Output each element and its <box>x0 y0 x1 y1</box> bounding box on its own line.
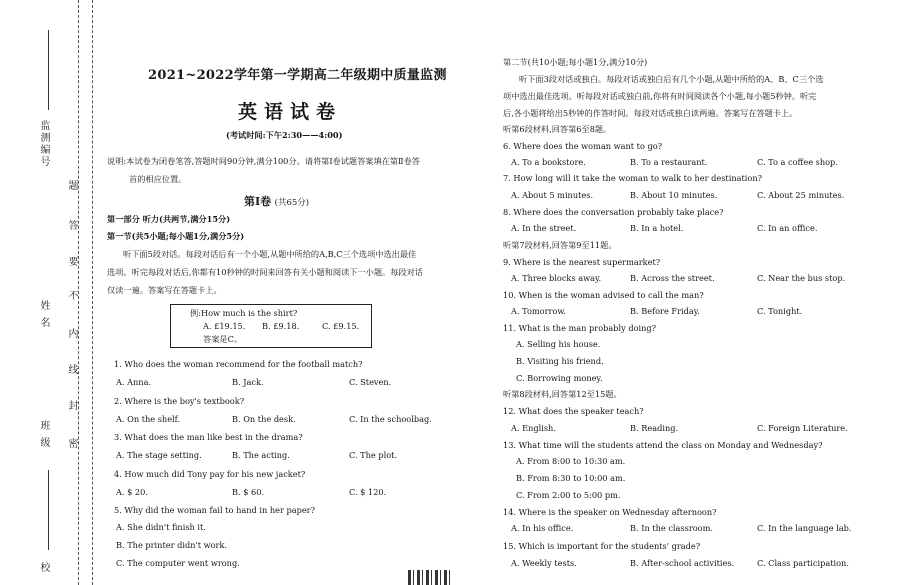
question-9: 9. Where is the nearest supermarket? <box>503 257 661 267</box>
section1-heading: 第一节(共5小题;每小题1分,满分5分) <box>107 231 245 241</box>
question-4: 4. How much did Tony pay for his new jacket? <box>114 469 306 479</box>
volume-title: 第Ⅰ卷 <box>244 195 272 208</box>
seal-char-5: 内 <box>66 328 77 340</box>
listen-8-heading: 听第8段材料,回答第12至15题。 <box>503 389 622 399</box>
q14-option-c: C. In the language lab. <box>757 523 852 533</box>
question-13: 13. What time will the students attend the class on Monday and Wednesday? <box>503 440 823 450</box>
question-14: 14. Where is the speaker on Wednesday afternoon? <box>503 507 717 517</box>
seal-char-1: 题 <box>66 180 77 192</box>
q1-option-a: A. Anna. <box>116 377 152 387</box>
class-fill-line <box>48 470 49 550</box>
volume-heading <box>244 193 309 209</box>
q10-option-b: B. Before Friday. <box>630 306 700 316</box>
name-label: 姓 名 <box>38 300 49 330</box>
q8-option-c: C. In an office. <box>757 223 818 233</box>
q13-option-a: A. From 8:00 to 10:30 am. <box>516 456 626 466</box>
q2-option-c: C. In the schoolbag. <box>349 414 432 424</box>
question-11: 11. What is the man probably doing? <box>503 323 657 333</box>
seal-char-3: 要 <box>66 256 77 268</box>
section2-directions-2: 项中选出最佳选项。听每段对话或独白前,你将有时间阅读各个小题,每小题5秒钟。听完 <box>503 91 817 101</box>
exam-time: (考试时间:下午2:30——4:00) <box>226 130 343 140</box>
q1-option-b: B. Jack. <box>232 377 264 387</box>
name-fill-line <box>48 30 49 110</box>
question-1: 1. Who does the woman recommend for the football match? <box>114 359 363 369</box>
question-10: 10. When is the woman advised to call the man? <box>503 290 704 300</box>
q9-option-a: A. Three blocks away. <box>511 273 602 283</box>
q7-option-b: B. About 10 minutes. <box>630 190 718 200</box>
part1-heading: 第一部分 听力(共两节,满分15分) <box>107 214 231 224</box>
exam-title: 2021~2022学年第一学期高二年级期中质量监测 <box>148 68 447 83</box>
q14-option-a: A. In his office. <box>511 523 574 533</box>
q5-option-b: B. The printer didn't work. <box>116 540 228 550</box>
q10-option-c: C. Tonight. <box>757 306 803 316</box>
q6-option-b: B. To a restaurant. <box>630 157 708 167</box>
q5-option-a: A. She didn't finish it. <box>116 522 206 532</box>
q8-option-a: A. In the street. <box>511 223 577 233</box>
q11-option-b: B. Visiting his friend. <box>516 356 604 366</box>
q15-option-a: A. Weekly tests. <box>511 558 577 568</box>
subject-title: 英语试卷 <box>238 101 343 123</box>
instructions-line-2: 首的相应位置。 <box>129 174 187 184</box>
seal-char-8: 密 <box>66 438 77 450</box>
listen-6-heading: 听第6段材料,回答第6至8题。 <box>503 124 612 134</box>
example-option-c: C. £9.15. <box>322 321 360 331</box>
q12-option-b: B. Reading. <box>630 423 679 433</box>
jiance-label: 监测编号 <box>38 120 49 168</box>
q13-option-b: B. From 8:30 to 10:00 am. <box>516 473 626 483</box>
directions-line-1: 听下面5段对话。每段对话后有一个小题,从题中所给的A,B,C三个选项中选出最佳 <box>123 249 417 259</box>
q2-option-b: B. On the desk. <box>232 414 296 424</box>
example-option-a: A. £19.15. <box>203 321 246 331</box>
seal-char-4: 不 <box>66 290 77 302</box>
q5-option-c: C. The computer went wrong. <box>116 558 240 568</box>
example-option-b: B. £9.18. <box>262 321 300 331</box>
q7-option-a: A. About 5 minutes. <box>511 190 594 200</box>
question-7: 7. How long will it take the woman to walk to her destination? <box>503 173 762 183</box>
seal-char-6: 线 <box>66 364 77 376</box>
qr-code-icon <box>408 570 452 585</box>
q13-option-c: C. From 2:00 to 5:00 pm. <box>516 490 621 500</box>
question-8: 8. Where does the conversation probably take place? <box>503 207 724 217</box>
question-5: 5. Why did the woman fail to hand in her paper? <box>114 505 315 515</box>
q9-option-b: B. Across the street. <box>630 273 715 283</box>
listen-7-heading: 听第7段材料,回答第9至11题。 <box>503 240 617 250</box>
q3-option-b: B. The acting. <box>232 450 290 460</box>
section2-heading: 第二节(共10小题;每小题1分,满分10分) <box>503 57 648 67</box>
q15-option-c: C. Class participation. <box>757 558 849 568</box>
seal-char-7: 封 <box>66 400 77 412</box>
question-12: 12. What does the speaker teach? <box>503 406 644 416</box>
q8-option-b: B. In a hotel. <box>630 223 684 233</box>
question-15: 15. Which is important for the students' grade? <box>503 541 701 551</box>
q6-option-a: A. To a bookstore. <box>511 157 586 167</box>
q11-option-a: A. Selling his house. <box>516 339 601 349</box>
volume-score: (共65分) <box>274 198 310 208</box>
example-answer: 答案是C。 <box>203 334 243 344</box>
q10-option-a: A. Tomorrow. <box>511 306 566 316</box>
q3-option-c: C. The plot. <box>349 450 398 460</box>
class-label: 班 级 <box>38 420 49 450</box>
q7-option-c: C. About 25 minutes. <box>757 190 845 200</box>
seal-char-2: 答 <box>66 220 77 232</box>
q9-option-c: C. Near the bus stop. <box>757 273 846 283</box>
instructions-line-1: 说明:本试卷为闭卷笔答,答题时间90分钟,满分100分。请将第Ⅰ卷试题答案填在第Ⅱ卷答 <box>107 156 420 166</box>
q14-option-b: B. In the classroom. <box>630 523 713 533</box>
section2-directions-1: 听下面3段对话或独白。每段对话或独白后有几个小题,从题中所给的A、B、C三个选 <box>519 74 824 84</box>
section2-directions-3: 后,各小题将给出5秒钟的作答时间。每段对话或独白读两遍。答案写在答题卡上。 <box>503 108 798 118</box>
directions-line-3: 仅读一遍。答案写在答题卡上。 <box>107 285 222 295</box>
q6-option-c: C. To a coffee shop. <box>757 157 838 167</box>
question-2: 2. Where is the boy's textbook? <box>114 396 245 406</box>
question-3: 3. What does the man like best in the drama? <box>114 432 303 442</box>
directions-line-2: 选项。听完每段对话后,你都有10秒钟的时间来回答有关小题和阅读下一小题。每段对话 <box>107 267 423 277</box>
q4-option-a: A. $ 20. <box>116 487 148 497</box>
q4-option-b: B. $ 60. <box>232 487 265 497</box>
q15-option-b: B. After-school activities. <box>630 558 735 568</box>
example-question: 例:How much is the shirt? <box>190 308 298 318</box>
q12-option-a: A. English. <box>511 423 556 433</box>
question-6: 6. Where does the woman want to go? <box>503 141 663 151</box>
q11-option-c: C. Borrowing money. <box>516 373 603 383</box>
q1-option-c: C. Steven. <box>349 377 392 387</box>
q2-option-a: A. On the shelf. <box>116 414 180 424</box>
q12-option-c: C. Foreign Literature. <box>757 423 848 433</box>
school-label: 校 <box>38 562 49 574</box>
q4-option-c: C. $ 120. <box>349 487 387 497</box>
seal-line-inner <box>92 0 93 585</box>
q3-option-a: A. The stage setting. <box>116 450 202 460</box>
